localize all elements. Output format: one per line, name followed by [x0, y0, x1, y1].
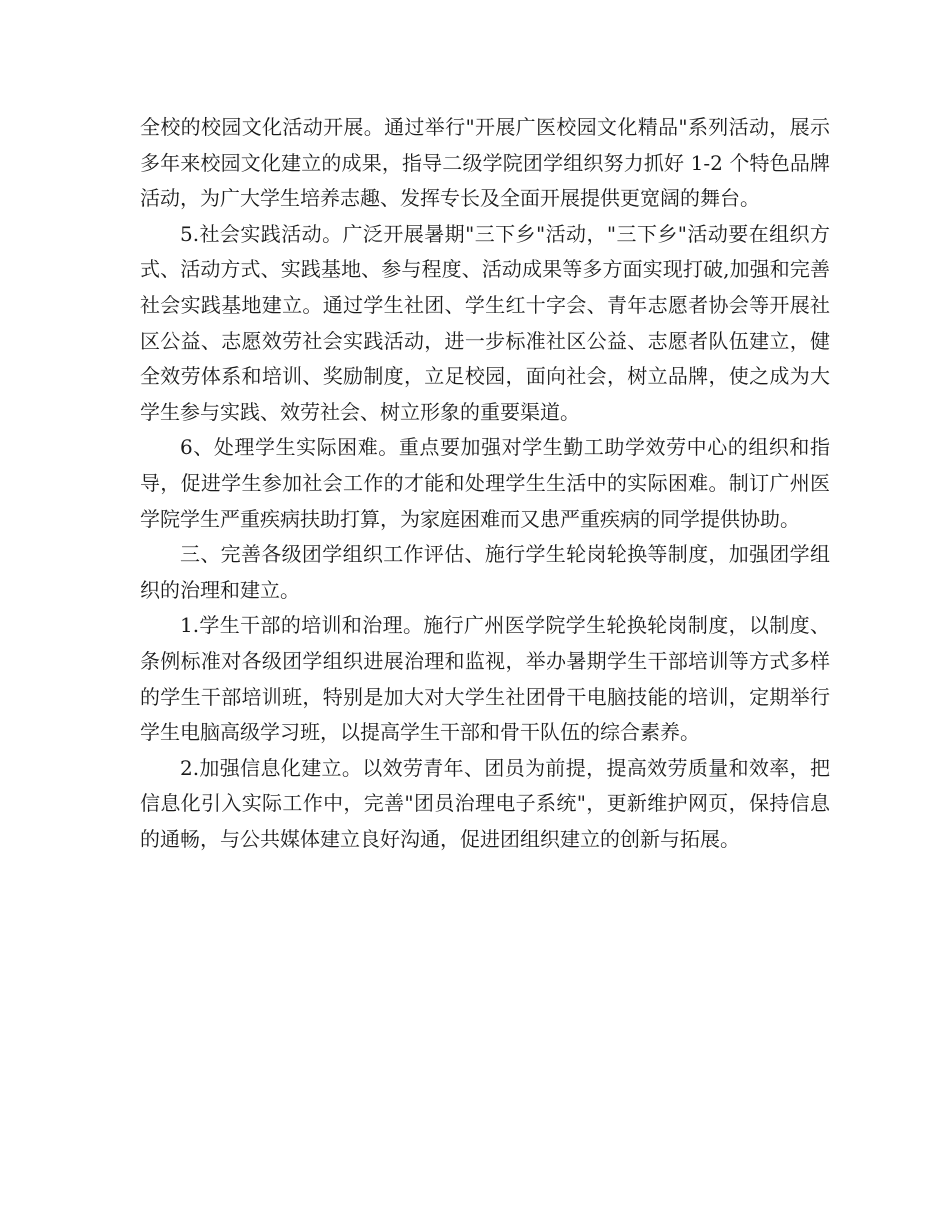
paragraph-social-practice: 5.社会实践活动。广泛开展暑期"三下乡"活动，"三下乡"活动要在组织方式、活动方式、实践基地、参与程度、活动成果等多方面实现打破,加强和完善社会实践基地建立。通过学生社团、学生红十字会、青年志愿者协会等开展社区公益、志愿效劳社会实践活动，进一步标准社区公益、志愿者队伍建立，健全效劳体系和培训、奖励制度，立足校园，面向社会，树立品牌，使之成为大学生参与实践、效劳社会、树立形象的重要渠道。: [140, 221, 830, 424]
section-heading-three: 三、完善各级团学组织工作评估、施行学生轮岗轮换等制度，加强团学组织的治理和建立。: [140, 542, 830, 602]
document-body: [140, 110, 830, 857]
paragraph-cadre-training: 1.学生干部的培训和治理。施行广州医学院学生轮换轮岗制度，以制度、条例标准对各级团学组织进展治理和监视，举办暑期学生干部培训等方式多样的学生干部培训班，特别是加大对大学生社团骨干电脑技能的培训，定期举行学生电脑高级学习班，以提高学生干部和骨干队伍的综合素养。: [140, 613, 830, 745]
paragraph-continuation: 全校的校园文化活动开展。通过举行"开展广医校园文化精品"系列活动，展示多年来校园文化建立的成果，指导二级学院团学组织努力抓好 1-2 个特色品牌活动，为广大学生培养志趣、发挥专长及全面开展提供更宽阔的舞台。: [140, 115, 830, 211]
paragraph-student-difficulties: 6、处理学生实际困难。重点要加强对学生勤工助学效劳中心的组织和指导，促进学生参加社会工作的才能和处理学生生活中的实际困难。制订广州医学院学生严重疾病扶助打算，为家庭困难而又患严重疾病的同学提供协助。: [140, 435, 830, 531]
paragraph-informatization: 2.加强信息化建立。以效劳青年、团员为前提，提高效劳质量和效率，把信息化引入实际工作中，完善"团员治理电子系统"，更新维护网页，保持信息的通畅，与公共媒体建立良好沟通，促进团组织建立的创新与拓展。: [140, 755, 830, 851]
